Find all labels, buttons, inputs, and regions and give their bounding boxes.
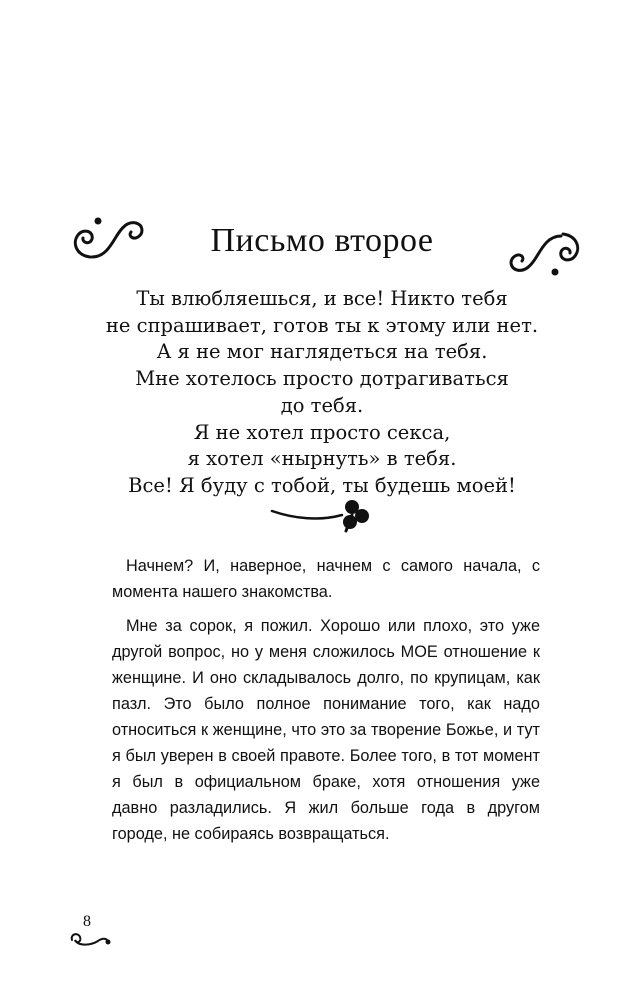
body-text — [112, 553, 540, 855]
poem-line: А я не мог наглядеться на тебя. — [156, 340, 488, 364]
poem-line: я хотел «нырнуть» в тебя. — [187, 447, 457, 471]
page-number: 8 — [83, 913, 91, 930]
poem-line: Мне хотелось просто дотрагиваться — [135, 367, 509, 391]
chapter-title: Письмо второе — [210, 222, 434, 259]
paragraph: Начнем? И, наверное, начнем с самого начала, с момента нашего знакомства. — [112, 557, 540, 601]
poem-line: Ты влюбляешься, и все! Никто тебя — [136, 287, 508, 310]
small-flourish-icon — [68, 930, 112, 948]
poem-line: до тебя. — [280, 393, 364, 417]
paragraph: Мне за сорок, я пожил. Хорошо или плохо, это уже другой вопрос, но у меня сложилось МОЕ отношение к женщине. И оно складывалось долго, по крупицам, как пазл. Это было полное понимание того, как надо относиться к женщине, что это за творение Божье, и тут я был уверен в своей правоте. Более того, в тот момент я был в официальном браке, хотя отношения уже давно разладились. Я жил больше года в другом городе, не собираясь возвращаться. — [112, 617, 540, 843]
poem-line: Я не хотел просто секса, — [193, 420, 451, 444]
epigraph-poem — [0, 286, 644, 500]
poem-line: Все! Я буду с тобой, ты будешь моей! — [128, 473, 516, 497]
poem-line: не спрашивает, готов ты к этому или нет. — [105, 313, 539, 337]
clover-divider-icon — [270, 495, 370, 535]
